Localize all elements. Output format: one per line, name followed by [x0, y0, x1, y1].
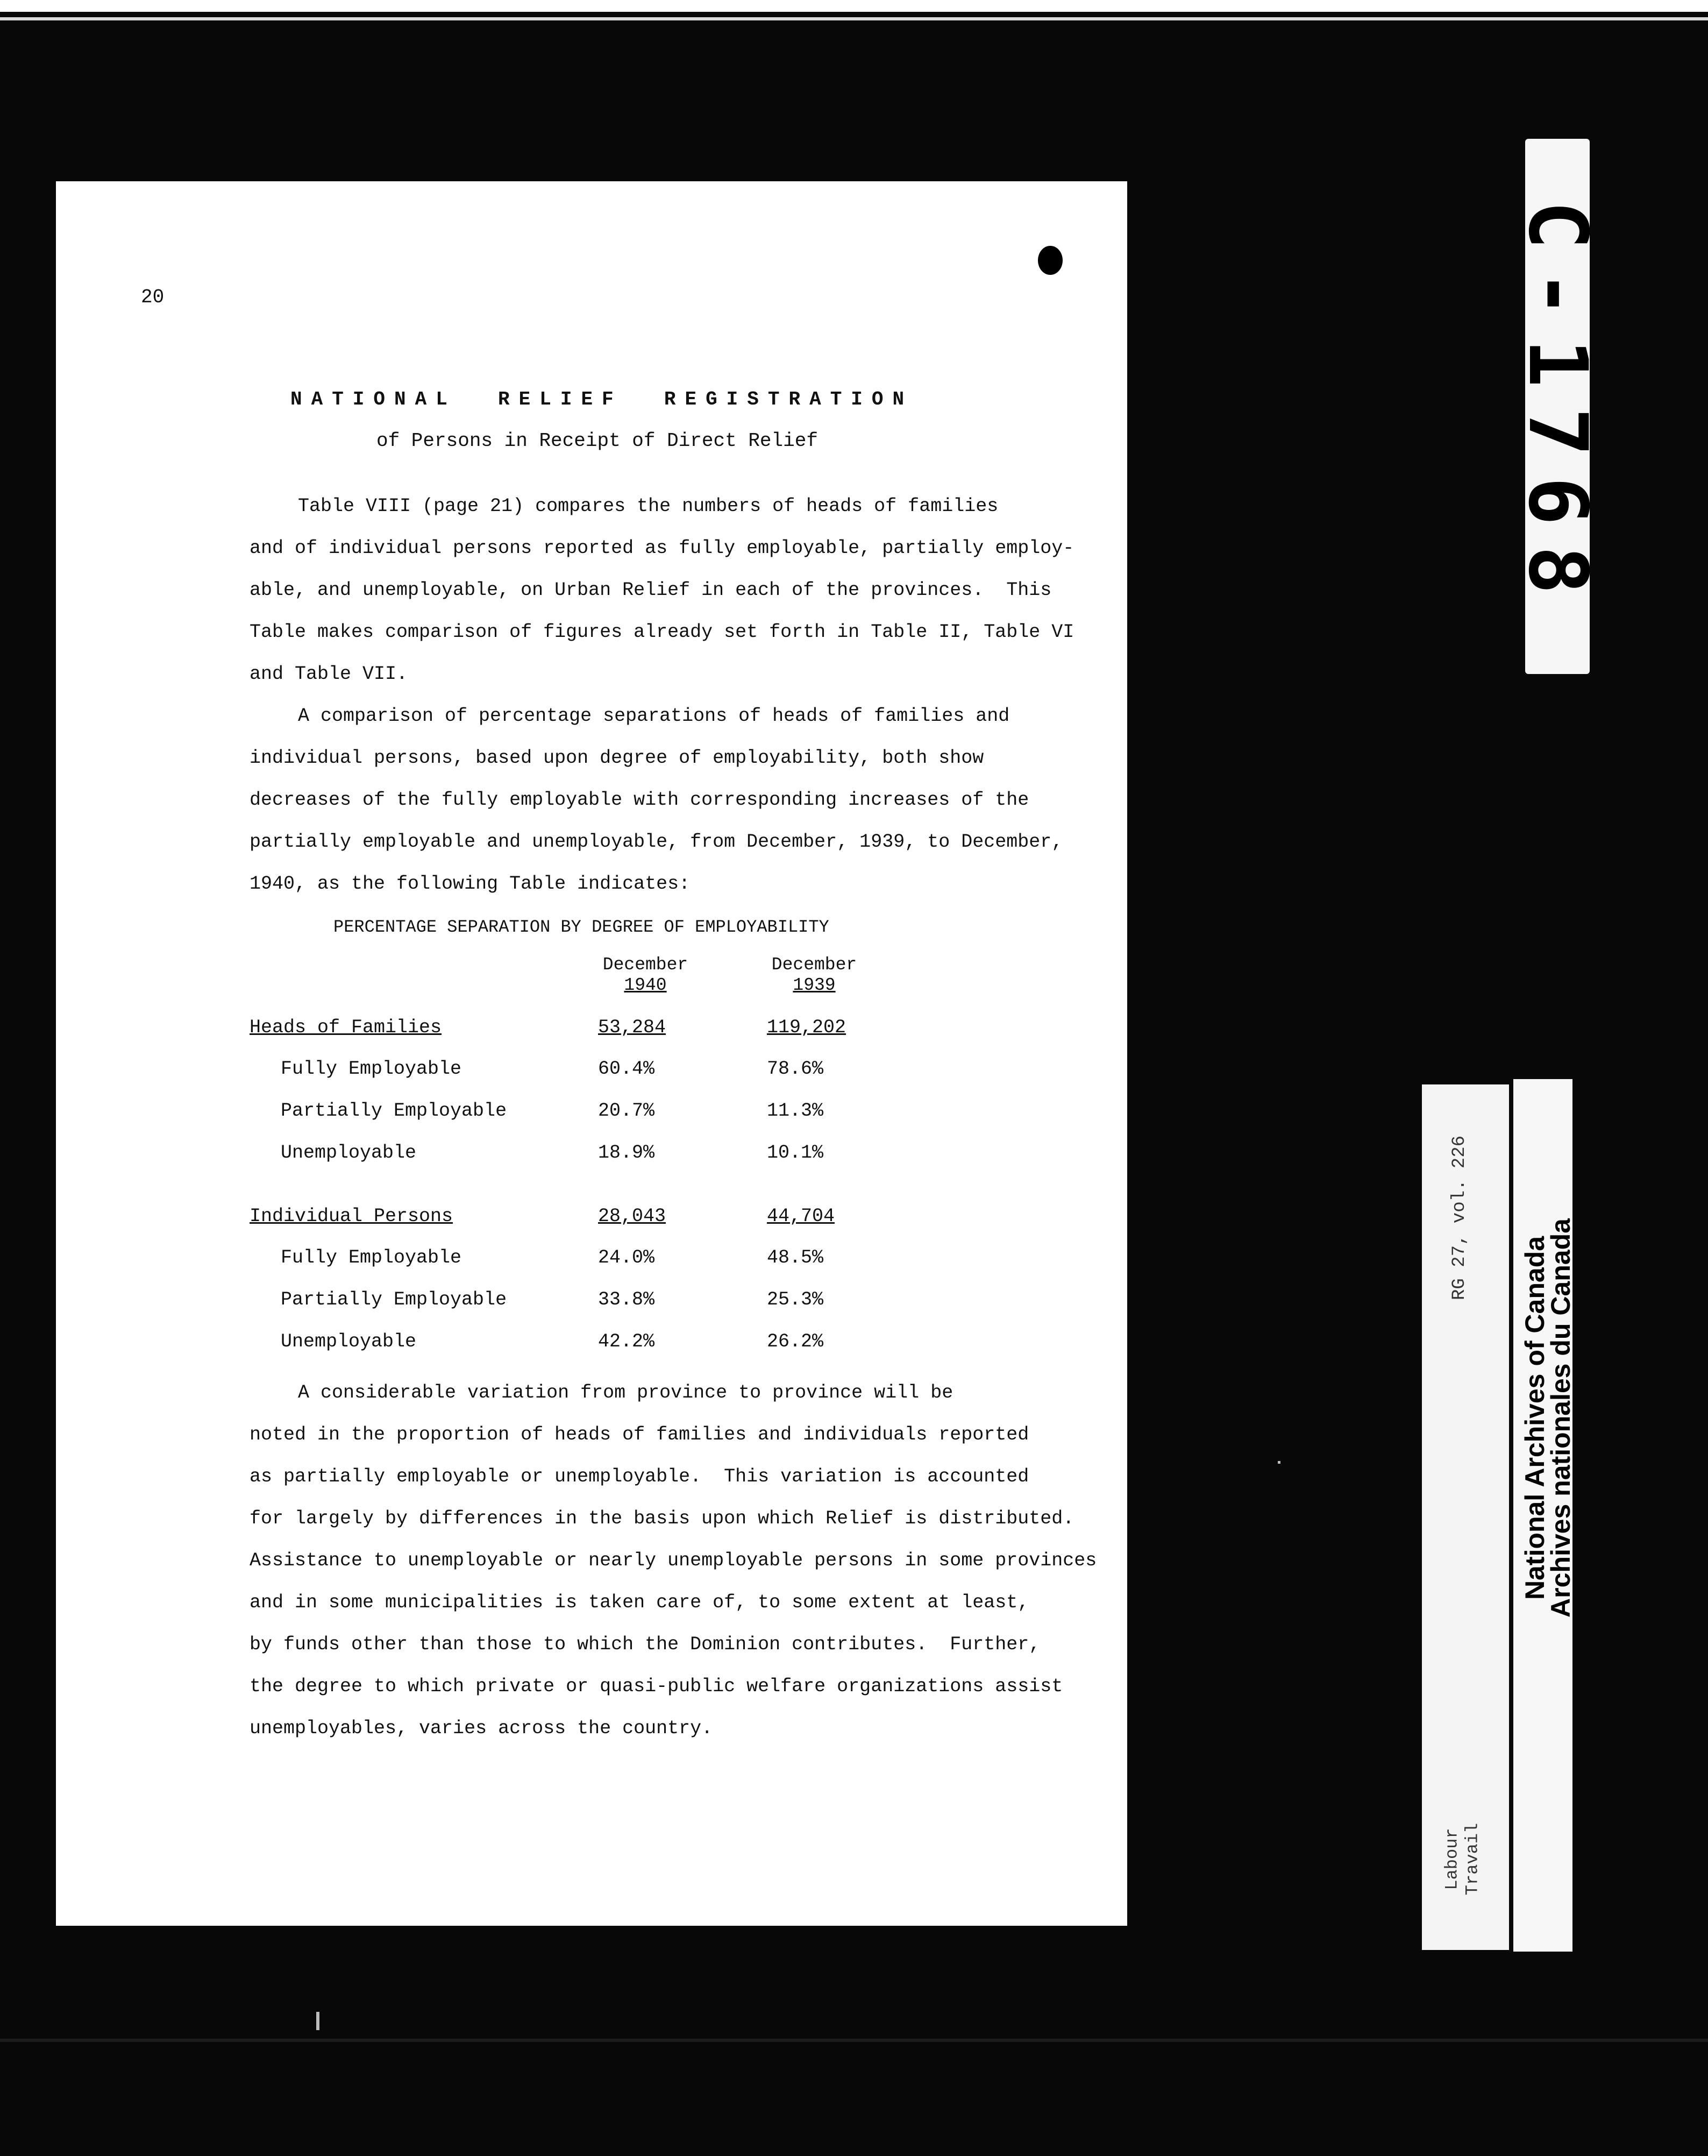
paragraph-line: as partially employable or unemployable. This variation is accounted	[250, 1466, 1029, 1487]
reel-number-text: C-1768	[1511, 201, 1604, 615]
film-edge-bottom	[0, 2039, 1708, 2042]
reel-number-strip	[1511, 139, 1604, 674]
paragraph-1	[250, 485, 1074, 695]
department-en: Labour	[1442, 1828, 1462, 1890]
film-edge-line	[0, 17, 1708, 20]
archives-name-fr: Archives nationales du Canada	[1546, 1218, 1576, 1618]
paragraph-line: A considerable variation from province to province will be	[298, 1382, 953, 1403]
paragraph-2	[250, 695, 1063, 905]
row-label: Unemployable	[281, 1142, 417, 1164]
value-1940: 20.7%	[598, 1100, 655, 1122]
paragraph-line: for largely by differences in the basis upon which Relief is distributed.	[250, 1508, 1074, 1529]
page-number: 20	[141, 286, 165, 308]
film-edge-top	[0, 0, 1708, 12]
column-header-1940	[592, 955, 699, 996]
value-1939: 78.6%	[767, 1058, 824, 1080]
row-label: Fully Employable	[281, 1058, 462, 1080]
paragraph-line: by funds other than those to which the Dominion contributes. Further,	[250, 1634, 1041, 1655]
paragraph-line: 1940, as the following Table indicates:	[250, 873, 691, 895]
value-1939: 25.3%	[767, 1289, 824, 1310]
paragraph-line: and in some municipalities is taken care of, to some extent at least,	[250, 1592, 1029, 1613]
paragraph-line: partially employable and unemployable, from December, 1939, to December,	[250, 831, 1063, 853]
film-speck	[316, 2012, 319, 2030]
paragraph-line: and of individual persons reported as fully employable, partially employ-	[250, 537, 1074, 559]
paragraph-line: Table makes comparison of figures already set forth in Table II, Table VI	[250, 621, 1074, 643]
column-month: December	[771, 955, 857, 975]
film-speck	[1278, 1461, 1280, 1464]
value-1940: 60.4%	[598, 1058, 655, 1080]
row-label: Partially Employable	[281, 1289, 507, 1310]
row-label: Unemployable	[281, 1331, 417, 1352]
group-label-heads-of-families: Heads of Families	[250, 1017, 442, 1038]
paragraph-line: decreases of the fully employable with corresponding increases of the	[250, 789, 1029, 811]
paragraph-line: noted in the proportion of heads of families and individuals reported	[250, 1424, 1029, 1445]
row-label: Fully Employable	[281, 1247, 462, 1268]
fonds-label-card	[1422, 1084, 1509, 1950]
paragraph-line: unemployables, varies across the country.	[250, 1718, 713, 1739]
document-title: NATIONAL RELIEF REGISTRATION	[290, 388, 914, 410]
paragraph-line: and Table VII.	[250, 663, 408, 685]
column-month: December	[602, 955, 688, 975]
paragraph-3	[250, 1372, 1097, 1749]
column-year: 1939	[793, 975, 836, 995]
value-1940: 42.2%	[598, 1331, 655, 1352]
group-label-individual-persons: Individual Persons	[250, 1205, 453, 1227]
total-1940: 28,043	[598, 1205, 666, 1227]
paragraph-line: Assistance to unemployable or nearly unemployable persons in some provinces	[250, 1550, 1097, 1571]
paragraph-line: A comparison of percentage separations of heads of families and	[298, 705, 1010, 727]
paragraph-line: Table VIII (page 21) compares the numbers of heads of families	[298, 495, 999, 517]
paragraph-line: individual persons, based upon degree of employability, both show	[250, 747, 984, 769]
fonds-reference: RG 27, vol. 226	[1449, 1135, 1470, 1301]
total-1940: 53,284	[598, 1017, 666, 1038]
table-title: PERCENTAGE SEPARATION BY DEGREE OF EMPLOYABILITY	[333, 917, 829, 937]
value-1940: 24.0%	[598, 1247, 655, 1268]
archives-name-en: National Archives of Canada	[1520, 1236, 1550, 1600]
value-1939: 11.3%	[767, 1100, 824, 1122]
value-1939: 26.2%	[767, 1331, 824, 1352]
column-year: 1940	[624, 975, 667, 995]
value-1939: 48.5%	[767, 1247, 824, 1268]
document-subtitle: of Persons in Receipt of Direct Relief	[376, 430, 818, 452]
department-fr: Travail	[1462, 1822, 1483, 1896]
value-1940: 18.9%	[598, 1142, 655, 1164]
archives-label-card	[1513, 1079, 1576, 1952]
total-1939: 44,704	[767, 1205, 835, 1227]
punch-hole	[1038, 246, 1063, 275]
paragraph-line: the degree to which private or quasi-public welfare organizations assist	[250, 1676, 1063, 1697]
document-page	[56, 181, 1127, 1926]
column-header-1939	[760, 955, 868, 996]
paragraph-line: able, and unemployable, on Urban Relief in each of the provinces. This	[250, 579, 1052, 601]
value-1940: 33.8%	[598, 1289, 655, 1310]
value-1939: 10.1%	[767, 1142, 824, 1164]
total-1939: 119,202	[767, 1017, 846, 1038]
row-label: Partially Employable	[281, 1100, 507, 1122]
